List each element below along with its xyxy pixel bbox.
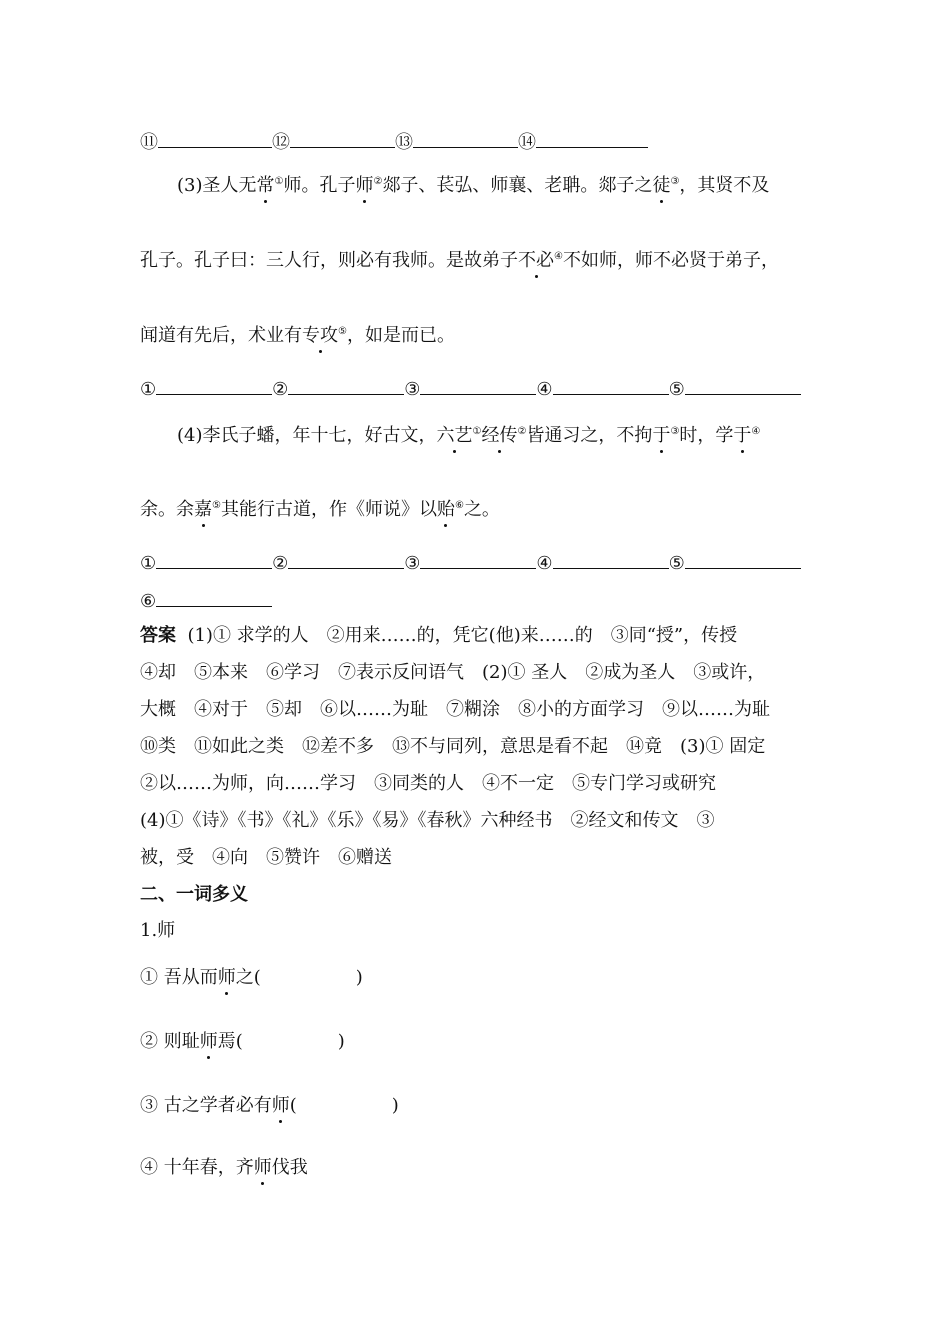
- footnote-mark: ⑤: [338, 326, 347, 337]
- dotted-word: 专攻: [302, 325, 338, 346]
- dotted-word: 不必: [518, 250, 554, 271]
- dotted-word: 常: [256, 175, 275, 196]
- answer-blank[interactable]: [553, 550, 669, 569]
- blank-label: ⑫: [272, 132, 290, 153]
- answer-text: ④却 ⑤本来 ⑥学习 ⑦表示反问语气 (2)① 圣人 ②成为圣人 ③或许，: [140, 662, 766, 683]
- answer-blank[interactable]: [685, 550, 801, 569]
- dotted-word: 师: [217, 967, 236, 988]
- dotted-word: 于: [652, 425, 671, 446]
- answer-line-7: [140, 846, 392, 870]
- blank-label: ③: [404, 379, 421, 400]
- blank-label: ④: [536, 553, 553, 574]
- footnote-mark: ⑥: [454, 500, 464, 511]
- blank-label: ④: [536, 379, 553, 400]
- polysemy-item: ③ 古之学者必有师( ): [140, 1095, 399, 1116]
- footnote-mark: ③: [670, 176, 680, 187]
- blank-row-p4: [140, 550, 801, 576]
- blank-label: ②: [272, 553, 289, 574]
- passage-3-line-2: 孔子。孔子曰：三人行，则必有我师。是故弟子不必④不如师，师不必贤于弟子，: [140, 250, 779, 271]
- answer-blank[interactable]: [156, 588, 272, 607]
- answer-line-1: [140, 624, 737, 648]
- blank-label: ⑪: [140, 132, 158, 153]
- answer-blank[interactable]: [536, 129, 648, 148]
- passage-3-line-1: (3)圣人无常①师。孔子师②郯子、苌弘、师襄、老聃。郯子之徒③，其贤不及: [177, 175, 770, 196]
- passage-3-line-3: 闻道有先后，术业有专攻⑤，如是而已。: [140, 325, 455, 346]
- blank-label: ⑭: [518, 132, 536, 153]
- blank-label: ③: [404, 553, 421, 574]
- answer-line-3: [140, 698, 770, 722]
- dotted-word: 经传: [481, 425, 518, 446]
- answer-blank[interactable]: [288, 550, 404, 569]
- polysemy-item: ② 则耻师焉( ): [140, 1031, 345, 1052]
- dotted-word: 徒: [652, 175, 671, 196]
- blank-label: ⑬: [395, 132, 413, 153]
- answer-text: ②以……为师，向……学习 ③同类的人 ④不一定 ⑤专门学习或研究: [140, 773, 716, 794]
- footnote-mark: ④: [751, 426, 761, 437]
- dotted-word: 师: [199, 1031, 218, 1052]
- answer-blank[interactable]: [156, 550, 272, 569]
- answer-line-5: [140, 772, 716, 796]
- answer-blank[interactable]: [685, 376, 801, 395]
- blank-label: ⑥: [140, 591, 157, 612]
- footnote-mark: ⑤: [212, 500, 221, 511]
- section-title: 二、一词多义: [140, 884, 248, 905]
- dotted-word: 嘉: [194, 499, 212, 520]
- passage-4-line-2: 余。余嘉⑤其能行古道，作《师说》以贻⑥之。: [140, 499, 500, 520]
- answer-line-2: [140, 661, 765, 685]
- answer-line-6: [140, 809, 715, 833]
- dotted-word: 贻: [436, 499, 455, 520]
- footnote-mark: ④: [554, 251, 563, 262]
- answer-text: 被，受 ④向 ⑤赞许 ⑥赠送: [140, 847, 392, 868]
- footnote-mark: ②: [373, 176, 383, 187]
- answer-text: (4)①《诗》《书》《礼》《乐》《易》《春秋》六种经书 ②经文和传文 ③: [140, 810, 715, 831]
- blank-label: ①: [140, 553, 157, 574]
- blank-label: ⑤: [668, 379, 685, 400]
- answer-blank[interactable]: [158, 129, 272, 148]
- dotted-word: 于: [733, 425, 752, 446]
- polysemy-item: ① 吾从而师之( ): [140, 967, 363, 988]
- dotted-word: 六艺: [436, 425, 473, 446]
- answer-label: 答案: [140, 625, 176, 646]
- dotted-word: 师: [355, 175, 374, 196]
- answer-blank[interactable]: [420, 550, 536, 569]
- blank-row-p4-6: [140, 588, 272, 614]
- blank-label: ①: [140, 379, 157, 400]
- passage-4-line-1: (4)李氏子蟠，年十七，好古文，六艺①经传②皆通习之，不拘于③时，学于④: [177, 425, 761, 446]
- dotted-word: 师: [253, 1157, 272, 1178]
- answer-blank[interactable]: [420, 376, 536, 395]
- answer-blank[interactable]: [413, 129, 518, 148]
- polysemy-item: ④ 十年春，齐师伐我: [140, 1157, 308, 1178]
- answer-text: 大概 ④对于 ⑤却 ⑥以……为耻 ⑦糊涂 ⑧小的方面学习 ⑨以……为耻: [140, 699, 770, 720]
- blank-label: ⑤: [668, 553, 685, 574]
- answer-blank[interactable]: [156, 376, 272, 395]
- answer-blank[interactable]: [553, 376, 669, 395]
- footnote-mark: ③: [670, 426, 680, 437]
- answer-blank[interactable]: [288, 376, 404, 395]
- blank-row-11-14: [140, 129, 648, 155]
- footnote-mark: ①: [274, 176, 284, 187]
- answer-text: (1)① 求学的人 ②用来……的，凭它(他)来……的 ③同“授”，传授: [187, 625, 738, 646]
- blank-row-p3: [140, 376, 801, 402]
- answer-text: ⑩类 ⑪如此之类 ⑫差不多 ⑬不与同列，意思是看不起 ⑭竟 (3)① 固定: [140, 736, 766, 757]
- footnote-mark: ②: [517, 426, 527, 437]
- dotted-word: 师: [271, 1095, 290, 1116]
- footnote-mark: ①: [472, 426, 482, 437]
- blank-label: ②: [272, 379, 289, 400]
- answer-line-4: [140, 735, 765, 759]
- answer-blank[interactable]: [290, 129, 395, 148]
- subsection-title: 1.师: [140, 920, 176, 941]
